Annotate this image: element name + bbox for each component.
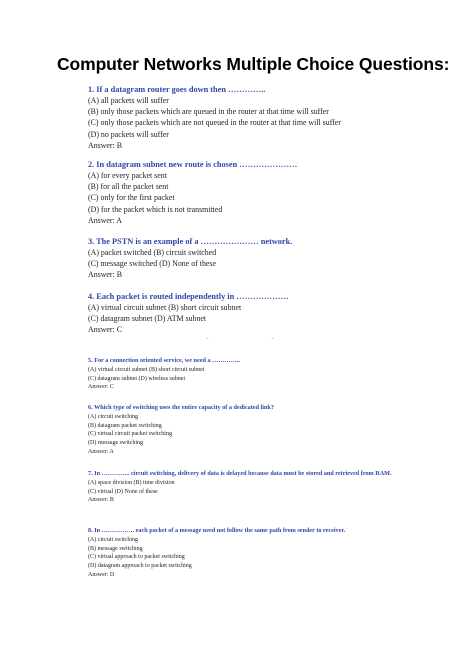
option: (A) virtual circuit subnet (B) short circuit subnet xyxy=(88,366,205,373)
option: (A) space division (B) time division xyxy=(88,479,175,486)
question-text: 5. For a connection oriented service, we need a ………….. xyxy=(88,357,240,364)
question-text: 8. In ……………. each packet of a message need not follow the same path from sender to receiver. xyxy=(88,527,346,534)
option: (C) virtual approach to packet switching xyxy=(88,554,185,561)
option: (C) only for the first packet xyxy=(88,193,175,203)
answer: Answer: B xyxy=(88,270,122,280)
option: (B) only those packets which are queued in the router at that time will suffer xyxy=(88,107,329,117)
answer: Answer: A xyxy=(88,215,122,225)
page-break-mark: ˉ xyxy=(206,338,209,345)
question-text: 2. In datagram subnet new route is chosen ………………… xyxy=(88,160,298,169)
page-title: Computer Networks Multiple Choice Questions: xyxy=(57,54,450,74)
question-block xyxy=(88,159,468,226)
option: (C) datagram subnet (D) wireless subnet xyxy=(88,375,186,382)
option: (C) message switched (D) None of these xyxy=(88,259,216,269)
answer: Answer: D xyxy=(88,572,115,579)
answer: Answer: B xyxy=(88,140,122,150)
option: (B) datagram packet switching xyxy=(88,422,162,429)
option: (C) virtual circuit packet switching xyxy=(88,431,172,438)
question-block xyxy=(88,84,468,151)
option: (C) datagram subnet (D) ATM subnet xyxy=(88,314,207,324)
option: (B) message switching xyxy=(88,545,143,552)
question-text: 6. Which type of switching uses the entire capacity of a dedicated link? xyxy=(88,404,274,411)
question-block xyxy=(88,236,468,281)
question-text: 7. In ………….. circuit switching, delivery of data is delayed because data must be stored and retrieved from RAM. xyxy=(88,470,392,477)
option: (A) for every packet sent xyxy=(88,171,167,180)
answer: Answer: B xyxy=(88,497,114,504)
option: (D) datagram approach to packet switching xyxy=(88,563,192,570)
option: (B) for all the packet sent xyxy=(88,182,169,192)
answer: Answer: C xyxy=(88,384,114,391)
answer: Answer: A xyxy=(88,449,114,456)
option: (C) virtual (D) None of these xyxy=(88,488,158,495)
question-block xyxy=(88,291,468,336)
question-block xyxy=(88,527,460,580)
option: (D) message switching xyxy=(88,440,143,447)
question-text: 4. Each packet is routed independently in ………………. xyxy=(88,292,289,301)
option: (D) no packets will suffer xyxy=(88,129,169,139)
option: (C) only those packets which are not queued in the router at that time will suffer xyxy=(88,118,341,128)
answer: Answer: C xyxy=(88,325,122,335)
page-break-mark: ˉ xyxy=(271,338,274,345)
option: (A) virtual circuit subnet (B) short circuit subnet xyxy=(88,303,242,312)
question-block xyxy=(88,404,468,457)
option: (A) circuit switching xyxy=(88,536,138,543)
option: (D) for the packet which is not transmitted xyxy=(88,204,223,214)
option: (A) all packets will suffer xyxy=(88,96,169,105)
question-text: 1. If a datagram router goes down then ………….. xyxy=(88,85,266,94)
question-text: 3. The PSTN is an example of a ………………… network. xyxy=(88,237,293,246)
question-block xyxy=(88,470,460,505)
question-block xyxy=(88,357,468,392)
option: (A) packet switched (B) circuit switched xyxy=(88,248,217,257)
option: (A) circuit switching xyxy=(88,413,138,420)
